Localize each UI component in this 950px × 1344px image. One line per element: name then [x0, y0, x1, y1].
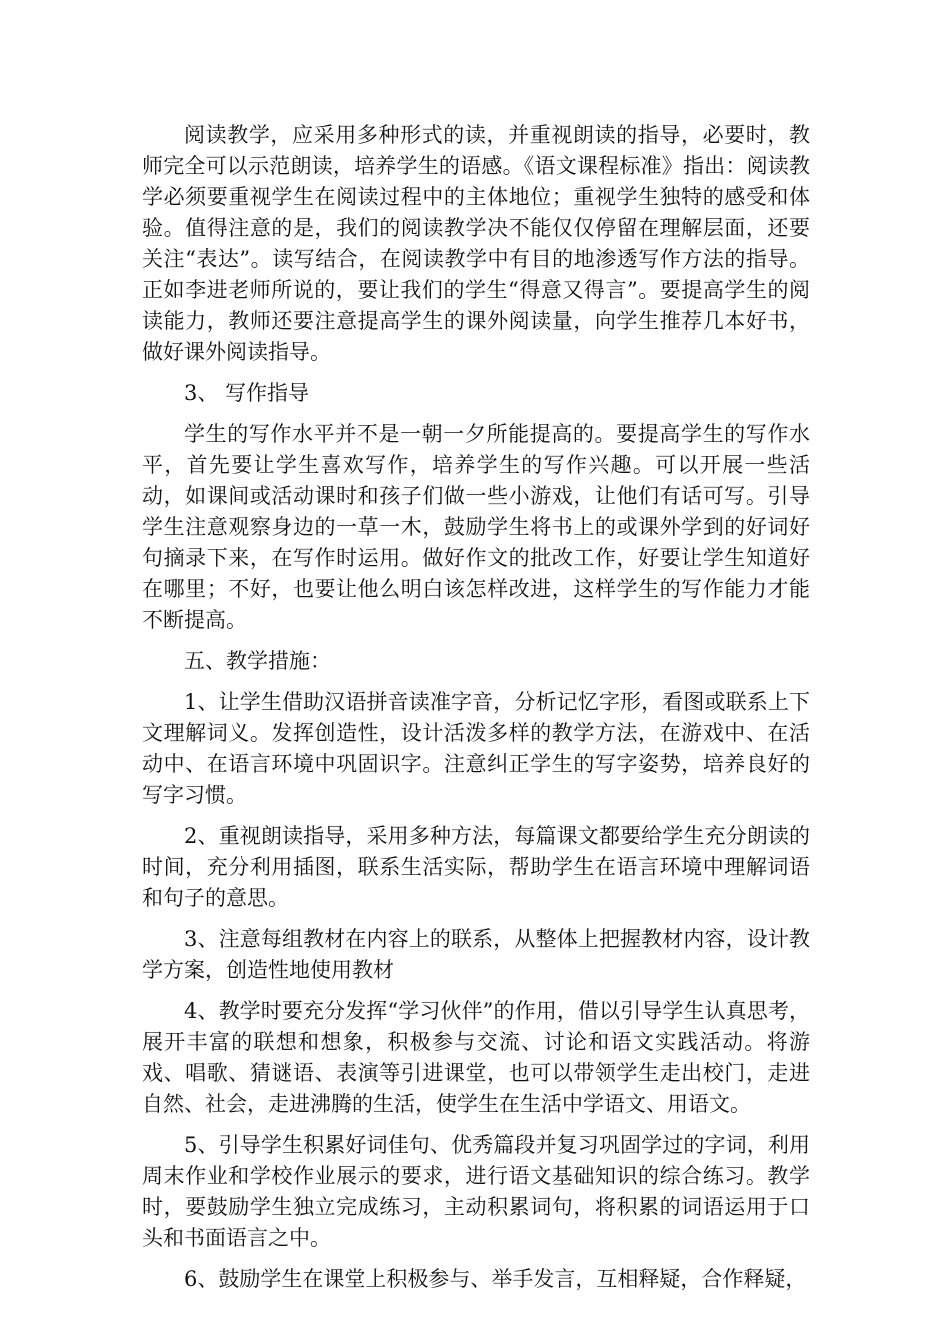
paragraph-measure-4: 4、教学时要充分发挥“学习伙伴”的作用，借以引导学生认真思考，展开丰富的联想和想象，积极参与交流、讨论和语文实践活动。将游戏、唱歌、猜谜语、表演等引进课堂，也可以带领学生走出校门，走进自然、社会，走进沸腾的生活，使学生在生活中学语文、用语文。: [142, 999, 810, 1116]
paragraph-measure-3: 3、注意每组教材在内容上的联系，从整体上把握教材内容，设计教学方案，创造性地使用教材: [142, 927, 810, 982]
document-body: [142, 120, 810, 1305]
paragraph-reading-teaching: 阅读教学，应采用多种形式的读，并重视朗读的指导，必要时，教师完全可以示范朗读，培养学生的语感。《语文课程标准》指出：阅读教学必须要重视学生在阅读过程中的主体地位；重视学生独特的感受和体验。值得注意的是，我们的阅读教学决不能仅仅停留在理解层面，还要关注“表达”。读写结合，在阅读教学中有目的地渗透写作方法的指导。正如李进老师所说的，要让我们的学生“得意又得言”。要提高学生的阅读能力，教师还要注意提高学生的课外阅读量，向学生推荐几本好书，做好课外阅读指导。: [142, 123, 810, 364]
paragraph-measure-6: 6、鼓励学生在课堂上积极参与、举手发言，互相释疑，合作释疑，: [184, 1267, 807, 1291]
paragraph-measure-2: 2、重视朗读指导，采用多种方法，每篇课文都要给学生充分朗读的时间，充分利用插图，联系生活实际，帮助学生在语言环境中理解词语和句子的意思。: [142, 824, 810, 910]
heading-teaching-measures: 五、教学措施：: [184, 649, 331, 673]
paragraph-writing-level: 学生的写作水平并不是一朝一夕所能提高的。要提高学生的写作水平，首先要让学生喜欢写作，培养学生的写作兴趣。可以开展一些活动，如课间或活动课时和孩子们做一些小游戏，让他们有话可写。引导学生注意观察身边的一草一木，鼓励学生将书上的或课外学到的好词好句摘录下来，在写作时运用。做好作文的批改工作，好要让学生知道好在哪里；不好，也要让他么明白该怎样改进，这样学生的写作能力才能不断提高。: [142, 422, 810, 632]
heading-writing-guidance: 3、 写作指导: [184, 381, 310, 405]
paragraph-measure-1: 1、让学生借助汉语拼音读准字音，分析记忆字形，看图或联系上下文理解词义。发挥创造性，设计活泼多样的教学方法，在游戏中、在活动中、在语言环境中巩固识字。注意纠正学生的写字姿势，培养良好的写字习惯。: [142, 690, 810, 807]
paragraph-measure-5: 5、引导学生积累好词佳句、优秀篇段并复习巩固学过的字词，利用周末作业和学校作业展示的要求，进行语文基础知识的综合练习。教学时，要鼓励学生独立完成练习，主动积累词句，将积累的词语运用于口头和书面语言之中。: [142, 1133, 810, 1250]
